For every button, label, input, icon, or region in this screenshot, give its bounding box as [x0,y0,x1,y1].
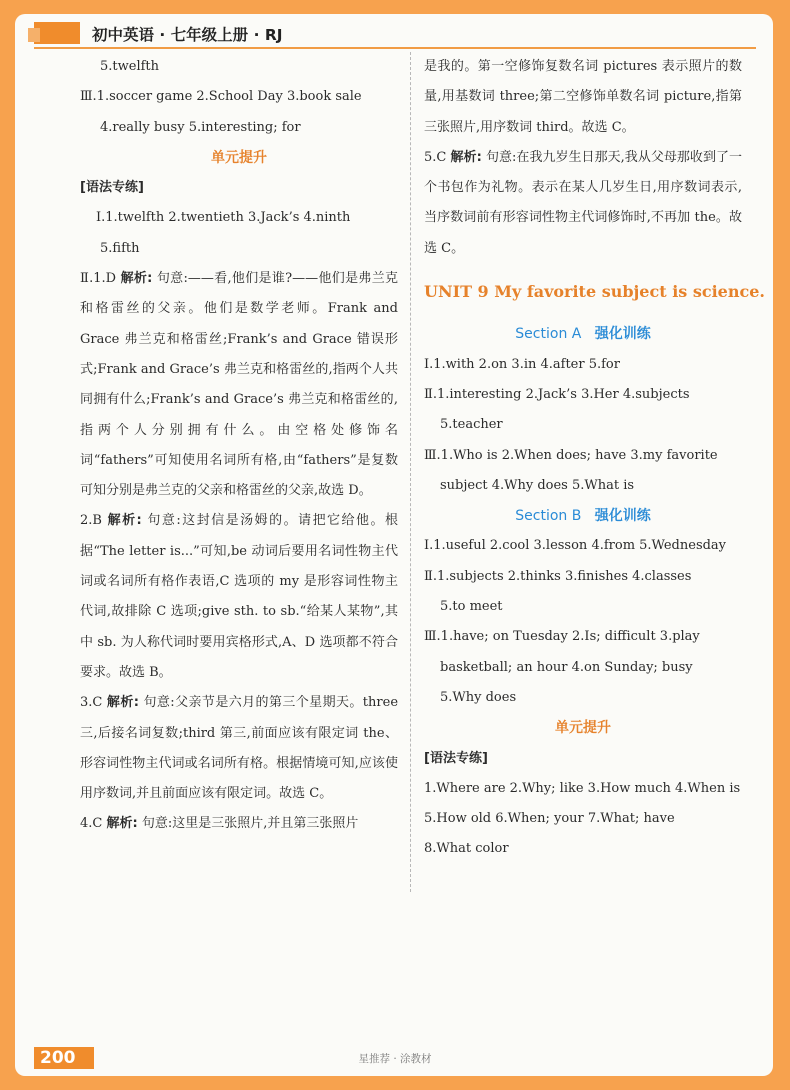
section-a-name: Section A [515,326,582,343]
explanation-q3 [80,688,398,809]
answer-line: Ⅲ.1.have; on Tuesday 2.Is; difficult 3.play [424,629,700,645]
explanation-keyword: 解析: [106,695,139,711]
answer-line: Ⅱ.1.interesting 2.Jack’s 3.Her 4.subjects [424,386,690,402]
answer-line: Ⅲ.1.soccer game 2.School Day 3.book sale [80,89,362,105]
section-heading-unit-review: 单元提升 [211,149,267,166]
unit-heading: UNIT 9 My favorite subject is science. [424,282,765,302]
answer-line: 5.How old 6.When; your 7.What; have [424,811,675,827]
explanation-keyword: 解析: [450,149,482,165]
question-number: 4.C [80,816,103,832]
answer-line: Ⅰ.1.with 2.on 3.in 4.after 5.for [424,356,620,372]
explanation-text: 句意:——看,他们是谁?——他们是弗兰克和格雷丝的父亲。他们是数学老师。Frank and Grace 弗兰克和格雷丝;Frank’s and Grace 错误形式;Frank and Grace’s 弗兰克和格雷丝的,指两个人共同拥有什么;Frank’s and Grace’s 弗兰克和格雷丝的,指两个人分别拥有什么。由空格处修饰名词“fathers”可知使用名词所有格,由“fathers”是复数可知分别是弗兰克的父亲和格雷丝的父亲,故选 D。 [80,271,399,499]
answer-line: basketball; an hour 4.on Sunday; busy [440,659,693,675]
answer-line: 5.teacher [440,417,503,433]
footer-brand: 星推荐 · 涂教材 [358,1053,432,1065]
explanation-text: 句意:这里是三张照片,并且第三张照片 [141,816,359,832]
explanation-text: 句意:这封信是汤姆的。请把它给他。根据“The letter is...”可知,be 动词后要用名词性物主代词或名词所有格作表语,C 选项的 my 是形容词性物主代词,故排除 C 选项;give sth. to sb.“给某人某物”,其中 sb. 为人称代词时要用宾格形式,A、D 选项都不符合要求。故选 B。 [80,513,398,680]
header-rule [34,47,756,49]
answer-line: Ⅰ.1.useful 2.cool 3.lesson 4.from 5.Wednesday [424,538,727,554]
question-number: 2.B [80,513,102,529]
section-b-title: 强化训练 [594,508,651,525]
section-a-heading [424,319,742,349]
answer-line: Ⅱ.1.subjects 2.thinks 3.finishes 4.classes [424,568,692,584]
question-number: 3.C [80,695,103,711]
explanation-text: 句意:在我九岁生日那天,我从父母那收到了一个书包作为礼物。表示在某人几岁生日,用序数词表示,当序数词前有形容词性物主代词修饰时,不再加 the。故选 C。 [424,149,743,256]
explanation-keyword: 解析: [107,513,142,529]
explanation-q4 [80,809,398,839]
answer-line: 8.What color [424,841,509,857]
left-column [80,52,398,840]
explanation-text: 句意:父亲节是六月的第三个星期天。three 三,后接名词复数;third 第三,前面应该有限定词 the、形容词性物主代词或名词所有格。根据情境可知,应该使用序数词,并且前面应该有限定词。故选 C。 [80,695,399,802]
column-divider [410,52,411,892]
section-a-title: 强化训练 [594,326,651,343]
explanation-keyword: 解析: [106,816,138,832]
section-b-heading [424,501,742,531]
answer-line: subject 4.Why does 5.What is [440,477,635,493]
question-number: 5.C [424,149,447,165]
answer-line: 5.Why does [440,689,517,705]
answer-line: 5.twelfth [100,59,160,74]
right-column [424,52,765,865]
answer-line: 1.Where are 2.Why; like 3.How much 4.When is [424,780,741,796]
section-heading-unit-review: 单元提升 [555,720,611,737]
answer-line: 5.to meet [440,599,503,615]
header-tab-decoration [34,22,80,44]
page-header-title: 初中英语 · 七年级上册 · RJ [92,26,283,44]
page-number: 200 [40,1048,76,1068]
explanation-q1 [80,264,398,506]
question-number: Ⅱ.1.D [80,271,117,287]
answer-line: Ⅰ.1.twelfth 2.twentieth 3.Jack’s 4.ninth [96,210,351,226]
explanation-q4-continued: 是我的。第一空修饰复数名词 pictures 表示照片的数量,用基数词 three;第二空修饰单数名词 picture,指第三张照片,用序数词 third。故选 C。 [424,59,742,135]
explanation-q5 [424,143,742,264]
answer-line: 5.fifth [100,240,140,256]
explanation-q2 [80,506,398,688]
answer-line: Ⅲ.1.Who is 2.When does; have 3.my favorite [424,447,718,463]
grammar-practice-label: [语法专练] [424,750,488,766]
answer-line: 4.really busy 5.interesting; for [100,119,301,135]
grammar-practice-label: [语法专练] [80,180,144,196]
explanation-keyword: 解析: [120,271,153,287]
section-b-name: Section B [515,508,582,525]
